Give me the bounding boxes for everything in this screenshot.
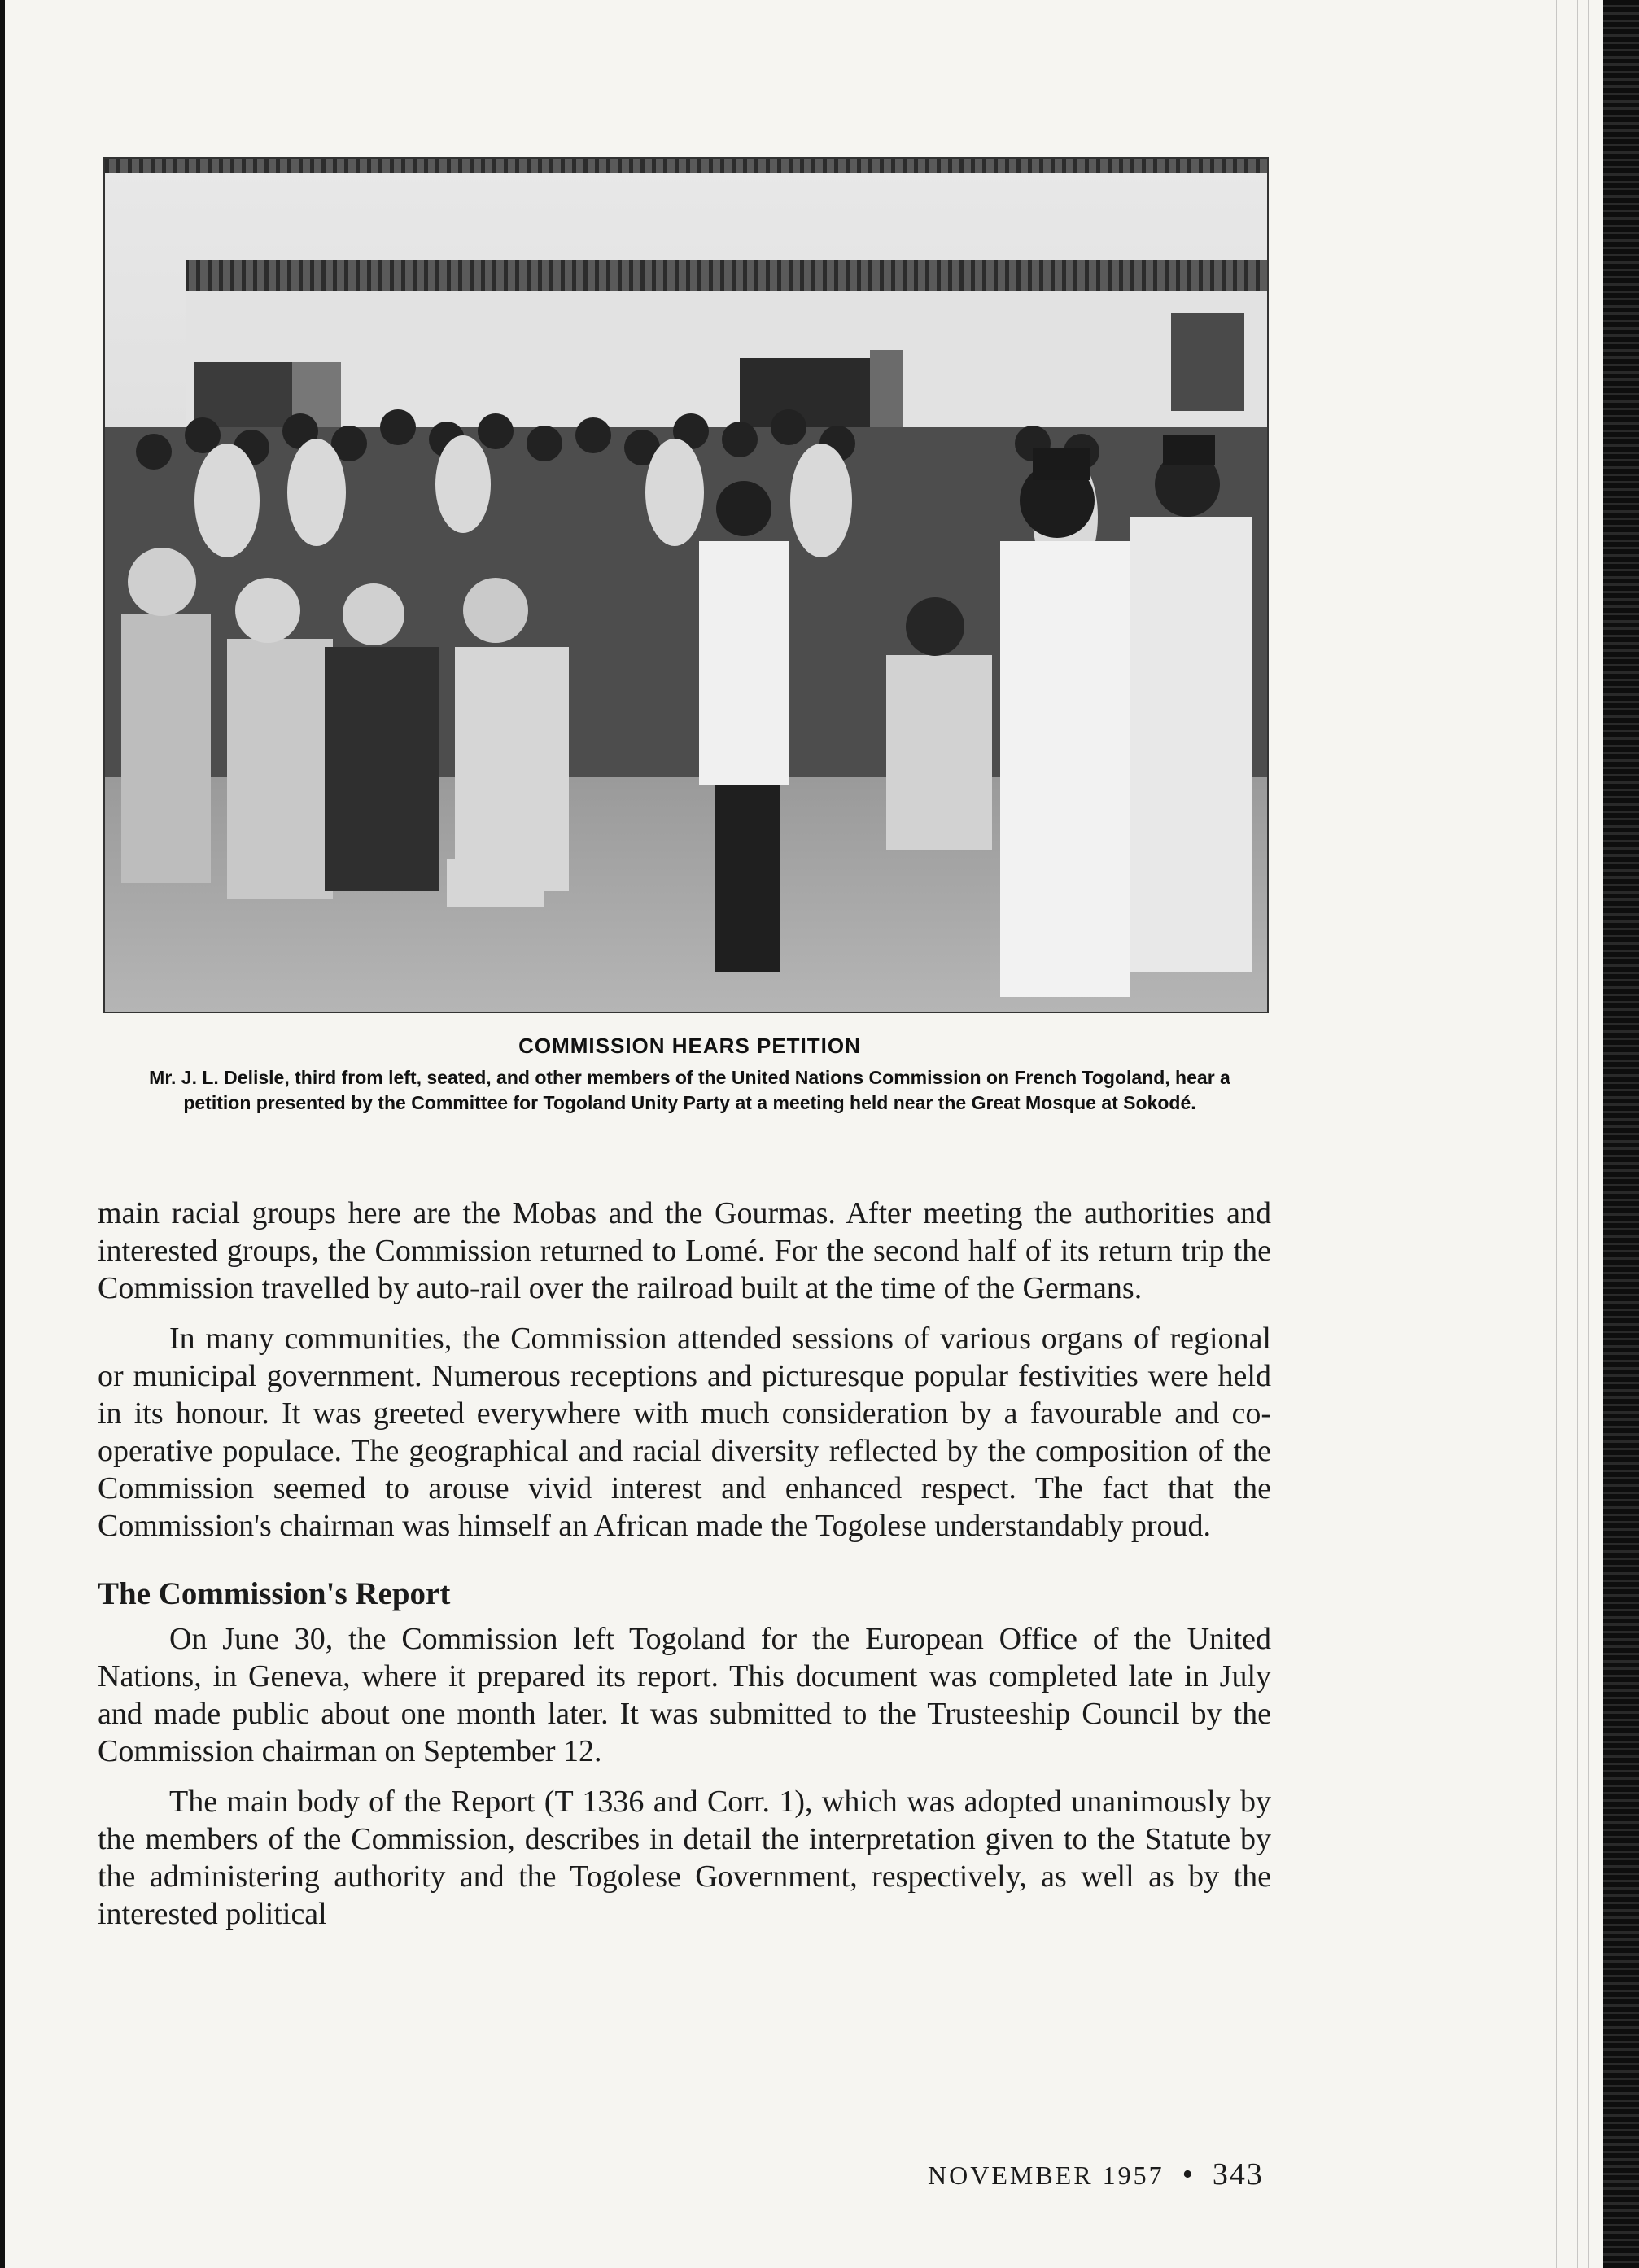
paragraph-1: main racial groups here are the Mobas and the Gourmas. After meeting the authorities and interested groups, the Commission returned to Lomé. For the second half of its return trip the Commission travelled by auto-rail over the railroad built at the time of the Germans.: [98, 1196, 1271, 1305]
meeting-photo: [103, 157, 1269, 1013]
page-binding-edge: [1603, 0, 1639, 2268]
page-number: 343: [1212, 2157, 1264, 2192]
paragraph-3: On June 30, the Commission left Togoland for the European Office of the United Nations, in Geneva, where it prepared its report. This document was completed late in July and made public about one month later. It was submitted to the Trusteeship Council by the Commission chairman on September 12.: [98, 1622, 1271, 1768]
meeting-photo-illustration: [105, 159, 1267, 1012]
page-right-speckle: [1546, 0, 1595, 2268]
paragraph-4: The main body of the Report (T 1336 and Corr. 1), which was adopted unanimously by the members of the Commission, describes in detail the interpretation given to the Statute by the administering authority and the Togolese Government, respectively, as well as by the interested political: [98, 1785, 1271, 1931]
page-left-edge: [0, 0, 5, 2268]
caption-title: COMMISSION HEARS PETITION: [518, 1033, 861, 1058]
caption-text: Mr. J. L. Delisle, third from left, seated, and other members of the United Nations Commission on French Togoland, hear a petition presented by the Committee for Togoland Unity Party at a meeting held near the Great Mosque at Sokodé.: [149, 1067, 1230, 1113]
article-body: [98, 1195, 1271, 1946]
section-heading: The Commission's Report: [98, 1576, 451, 1611]
photo-caption: [114, 1033, 1265, 1116]
page-footer: [928, 2157, 1264, 2192]
paragraph-2: In many communities, the Commission attended sessions of various organs of regional or municipal government. Numerous receptions and picturesque popular festivities were held in its honour. It was greeted everywhere with much consideration by a favourable and co-operative populace. The geographical and racial diversity reflected by the composition of the Commission seemed to arouse vivid interest and enhanced respect. The fact that the Commission's chairman was himself an African made the Togolese understandably proud.: [98, 1322, 1271, 1543]
footer-separator: •: [1182, 2157, 1195, 2192]
footer-month-year: NOVEMBER 1957: [928, 2161, 1165, 2190]
